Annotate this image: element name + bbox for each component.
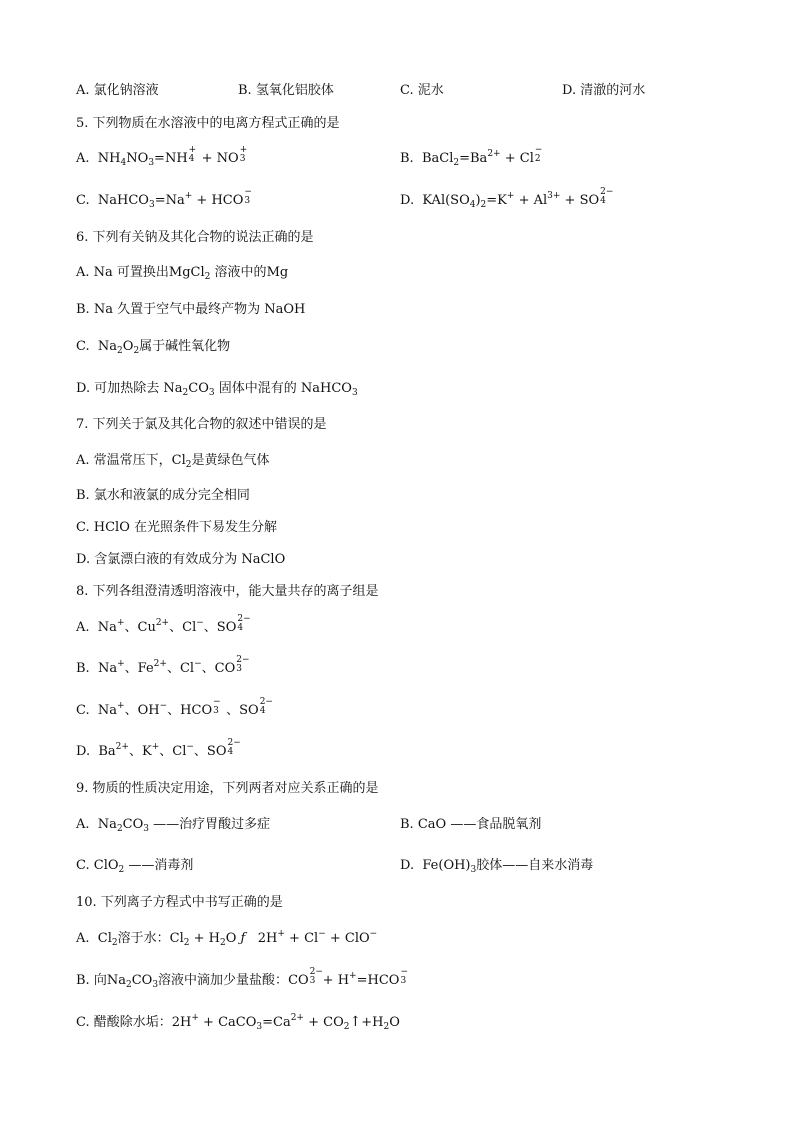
q8-option-c: C. Na+、OH−、HCO − 3 、SO 2− 4: [76, 697, 273, 718]
q10-option-a: A. $Cl_2$溶于水：$Cl_2 + H_2O$ ƒ 2H+ + Cl− + ClO−: [76, 929, 378, 948]
q6-option-b: B. Na 久置于空气中最终产物为 NaOH: [76, 302, 306, 317]
q9-option-d: D. $Fe(OH)_3$胶体——自来水消毒: [400, 858, 594, 875]
q9-option-b: B. CaO ——食品脱氧剂: [400, 817, 542, 832]
q8-option-d: D. $Ba^{2+}$、K+、Cl−、SO 2− 4: [76, 738, 241, 759]
q5-stem: 5. 下列物质在水溶液中的电离方程式正确的是: [76, 116, 340, 131]
q8-option-a: A. Na+、$Cu^{2+}$、Cl−、SO 2− 4: [76, 614, 251, 635]
q9-stem: 9. 物质的性质决定用途，下列两者对应关系正确的是: [76, 781, 379, 796]
q6-stem: 6. 下列有关钠及其化合物的说法正确的是: [76, 230, 314, 245]
q4-option-c: C. 泥水: [400, 83, 444, 98]
q4-option-a: A. 氯化钠溶液: [76, 83, 159, 98]
q4-option-b: B. 氢氧化铝胶体: [238, 83, 334, 98]
q5-option-c: C. NaHCO$_3$=Na+ + HCO − 3: [76, 187, 252, 210]
q6-option-d: D. 可加热除去 $Na_2CO_3$ 固体中混有的 NaHCO$_3$: [76, 381, 358, 398]
q8-option-b: B. Na+、$Fe^{2+}$、Cl−、CO 2− 3: [76, 655, 250, 676]
q6-option-a: A. Na 可置换出MgCl$_2$ 溶液中的Mg: [76, 265, 289, 282]
q6-option-c: C. $Na_2O_2$属于碱性氧化物: [76, 339, 231, 356]
q5-option-d: D. $KAl(SO_4)_2=K^+ + Al^{3+}$ + SO 2− 4: [400, 187, 614, 210]
q4-option-d: D. 清澈的河水: [562, 83, 646, 98]
q10-stem: 10. 下列离子方程式中书写正确的是: [76, 895, 283, 910]
q10-option-b: B. 向$Na_2CO_3$溶液中滴加少量盐酸：CO 2− 3 + H+=HCO − 3: [76, 967, 408, 990]
q5-option-b: B. $BaCl_2=Ba^{2+} + Cl$ − 2: [400, 145, 543, 168]
q7-option-c: C. HClO 在光照条件下易发生分解: [76, 520, 277, 535]
q7-option-a: A. 常温常压下，$Cl_2$是黄绿色气体: [76, 453, 270, 470]
q10-option-c: C. 醋酸除水垢：$2H^+ + CaCO_3=Ca^{2+}$ + $CO_2↑+H_2O$: [76, 1008, 400, 1036]
q8-stem: 8. 下列各组澄清透明溶液中，能大量共存的离子组是: [76, 584, 379, 599]
gas-arrow-icon: ↑: [349, 1014, 362, 1030]
q5-option-a: A. $NH_4NO_3=NH$ + 4 + NO + 3: [76, 145, 248, 168]
q9-option-a: A. $Na_2CO_3$ ——治疗胃酸过多症: [76, 817, 271, 834]
q7-option-d: D. 含氯漂白液的有效成分为 NaClO: [76, 552, 286, 567]
q7-stem: 7. 下列关于氯及其化合物的叙述中错误的是: [76, 417, 327, 432]
q9-option-c: C. ClO$_2$ ——消毒剂: [76, 858, 194, 875]
q7-option-b: B. 氯水和液氯的成分完全相同: [76, 488, 250, 503]
